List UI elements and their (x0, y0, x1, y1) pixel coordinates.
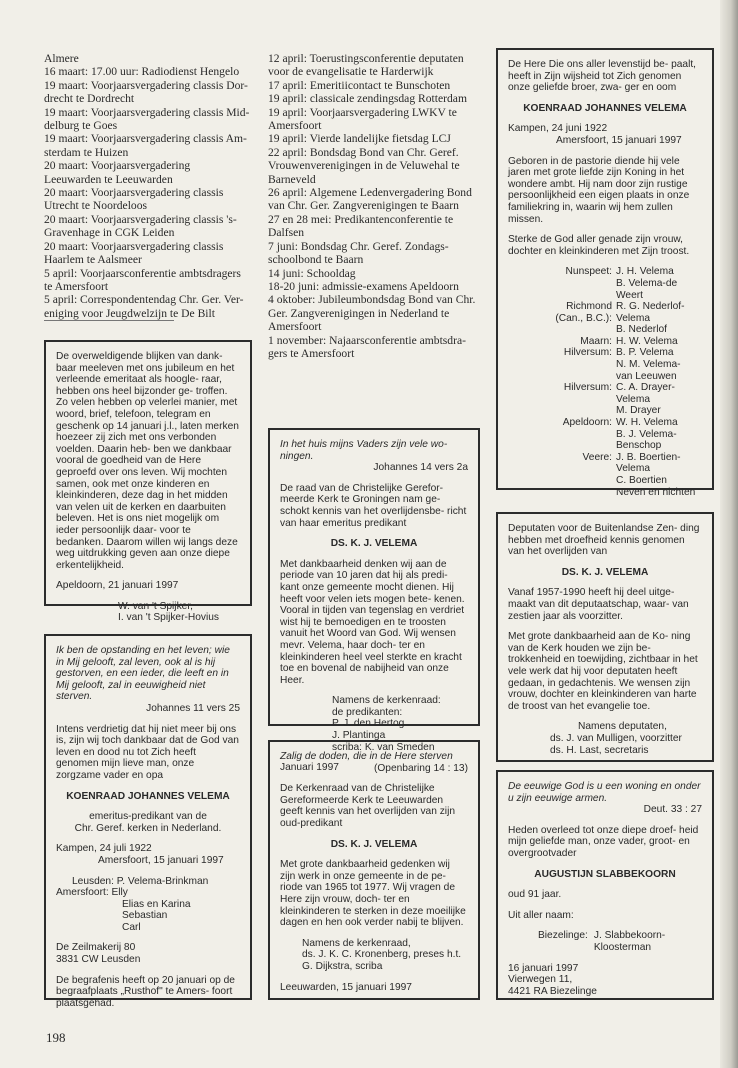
agenda-item: 19 april: classicale zendingsdag Rotterdam (268, 92, 467, 106)
notice-text: De Kerkenraad van de Christelijke Gereformeerde Kerk te Leeuwarden geeft kennis van het overlijden van zijn oud-predikant (280, 783, 455, 829)
agenda-item: 20 maart: Voorjaarsvergadering classis Haarlem te Aalsmeer (44, 239, 224, 267)
agenda-item: 4 oktober: Jubileumbondsdag Bond van Chr. Ger. Zangverenigingen in Nederland te Amersfoort (268, 293, 476, 334)
death-date: Amersfoort, 15 januari 1997 (556, 134, 682, 146)
family-brother-notice (496, 48, 714, 498)
family-names: B. P. Velema N. M. Velema- van Leeuwen (616, 347, 681, 382)
agenda-item: 19 maart: Voorjaarsvergadering classis Mid- delburg te Goes (44, 105, 250, 133)
address: Vierwegen 11, (508, 974, 573, 986)
signature: scriba: K. van Smeden (332, 741, 435, 753)
family-member: Amersfoort: Elly (56, 887, 128, 899)
notice-date: 16 januari 1997 (508, 962, 579, 974)
family-place: Richmond (566, 301, 612, 313)
thanks-notice (44, 340, 252, 624)
signature: W. van 't Spijker, (118, 600, 193, 612)
signature-intro: Uit aller naam: (508, 909, 574, 921)
notice-text: Met grote dankbaarheid aan de Ko- ning van de Kerk houden we zijn be- trokkenheid en toewijding, zichtbaar in het vele werk dat hij voor deputaten heeft gedaan, in gedachtenis. We wensen zijn vrouw, dochter en kleinkinderen van harte de troost van het evangelie toe. (508, 631, 698, 712)
family-member: Carl (122, 921, 141, 933)
family-names: Velema B. Nederlof (616, 312, 667, 336)
notice-date: Januari 1997 (280, 762, 339, 774)
signature: P. J. den Hertog (332, 718, 405, 730)
bible-reference: Johannes 14 vers 2a (373, 462, 468, 474)
family-place: Nunspeet: (565, 266, 612, 278)
agenda-item: 20 maart: Voorjaarsvergadering classis Utrecht te Noordeloos (44, 186, 224, 213)
deceased-name: DS. K. J. VELEMA (330, 538, 418, 550)
agenda-item: 19 april: Voorjaarsvergadering LWKV te Amersfoort (268, 105, 457, 133)
deceased-name: AUGUSTIJN SLABBEKOORN (534, 868, 676, 880)
leeuwarden-church-notice (268, 740, 480, 1000)
family-death-notice (44, 634, 252, 1009)
family-names: W. H. Velema B. J. Velema- Benschop (616, 417, 678, 452)
birth-date: Kampen, 24 juni 1922 (508, 123, 608, 135)
thanks-text: De overweldigende blijken van dank- baar meeleven met ons jubileum en het verleende emeritaat als hoogle- raar, hebben ons heel bijzonder ge- troffen. Zo velen hebben op velerlei manier, met woord, brief, telefoon, telegram en geschenk op 14 januari j.l., laten merken hoezeer zij zich met ons verbonden voelden. Daarin heb- ben we dankbaar vooral de goedheid van de Here geproefd over ons leven. Wij mochten samen, ook met onze kinderen en kleinkinderen, deze dag in het midden van velen uit de kerken en daarbuiten beleven. Het is ons niet mogelijk om ieder persoonlijk daar- voor te bedanken. Daarom willen wij langs deze weg uitdrukking geven aan onze diepe erkentelijkheid. (56, 351, 239, 571)
deceased-role: emeritus-predikant van de (89, 811, 207, 823)
notice-date: Leeuwarden, 15 januari 1997 (280, 981, 412, 993)
agenda-item: 7 juni: Bondsdag Chr. Geref. Zondags- schoolbond te Baarn (268, 239, 449, 267)
family-names: R. G. Nederlof- (616, 301, 685, 313)
deceased-name: DS. K. J. VELEMA (561, 566, 649, 578)
funeral-info: De begrafenis heeft op 20 januari op de begraafplaats „Rusthof" te Amers- foort plaatsgehad. (56, 974, 235, 1009)
agenda-item: 16 maart: 17.00 uur: Radiodienst Hengelo (44, 65, 240, 79)
bible-quote: Zalig de doden, die in de Here sterven (280, 751, 453, 762)
address: De Zeilmakerij 80 (56, 942, 136, 954)
agenda-item: 12 april: Toerustingsconferentie deputaten voor de evangelisatie te Harderwijk (268, 52, 464, 79)
bible-reference: Johannes 11 vers 25 (146, 702, 240, 714)
deceased-role: Chr. Geref. kerken in Nederland. (74, 822, 222, 834)
signature: Namens deputaten, (578, 721, 667, 733)
agenda-item: 14 juni: Schooldag (268, 266, 356, 280)
signature: de predikanten: (332, 706, 403, 718)
agenda-item: Almere (44, 52, 79, 65)
page-number: 198 (46, 1030, 66, 1045)
family-place: Biezelinge: (538, 930, 588, 942)
agenda-item: 20 maart: Voorjaarsvergadering Leeuwarden te Leeuwarden (44, 159, 191, 186)
agenda-left-column (44, 52, 250, 320)
family-place: Maarn: (580, 335, 612, 347)
signature: Namens de kerkenraad: (332, 695, 441, 707)
mission-deputies-notice (496, 512, 714, 762)
agenda-item: 5 april: Correspondentendag Chr. Ger. Ver- eniging voor Jeugdwelzijn te De Bilt (44, 293, 244, 320)
agenda-item: 17 april: Emeritiicontact te Bunschoten (268, 78, 451, 92)
notice-text: Geboren in de pastorie diende hij vele jaren met grote liefde zijn Koning in het wondere ambt. Hij nam door zijn rustige persoonlijkheid een eigen plaats in onze familiekring in, waarin wij hem zullen missen. (508, 155, 690, 225)
notice-text: Vanaf 1957-1990 heeft hij deel uitge- maakt van dit deputaatschap, waar- van zestien jaar als voorzitter. (508, 587, 689, 622)
family-place: Hilversum: (563, 347, 612, 359)
slabbekoorn-death-notice (496, 770, 714, 1000)
deceased-name: KOENRAAD JOHANNES VELEMA (523, 102, 687, 114)
agenda-item: 5 april: Voorjaarsconferentie ambtsdragers te Amersfoort (44, 266, 241, 293)
family-member: Sebastian (122, 910, 168, 922)
agenda-item: 22 april: Bondsdag Bond van Chr. Geref. Vrouwenverenigingen in de Veluwehal te Barneveld (268, 145, 460, 186)
notice-text: Met dankbaarheid denken wij aan de periode van 10 jaren dat hij als predi- kant onze gemeente mocht dienen. Hij heeft voor velen iets mogen bete- kenen. Vooral in tijden van tegenslag en verdriet wist hij te bemoedigen en te troosten vanuit het Woord van God. Wij wensen mevr. Velema, haar doch- ter en kleinkinderen heel veel sterkte en kracht toe en bovenal de nabijheid van onze Heer. (280, 558, 465, 686)
family-names: C. A. Drayer- Velema M. Drayer (616, 382, 675, 417)
death-date: Amersfoort, 15 januari 1997 (98, 854, 224, 866)
place-date: Apeldoorn, 21 januari 1997 (56, 580, 179, 592)
address: 3831 CW Leusden (56, 954, 141, 966)
family-names: J. Slabbekoorn- Kloosterman (593, 930, 666, 953)
column-divider (44, 320, 174, 321)
signature: G. Dijkstra, scriba (302, 960, 383, 972)
notice-text: Intens verdrietig dat hij niet meer bij ons is, zijn wij toch dankbaar dat de God van leven en dood nu tot Zich heeft genomen mijn lieve man, onze zorgzame vader en opa (56, 723, 239, 781)
deceased-name: DS. K. J. VELEMA (330, 838, 418, 850)
notice-text: De Here Die ons aller levenstijd be- paalt, heeft in Zijn wijsheid tot Zich genomen onze geliefde broer, zwa- ger en oom (508, 59, 696, 94)
agenda-item: 19 april: Vierde landelijke fietsdag LCJ (268, 132, 451, 146)
address: 4421 RA Biezelinge (508, 985, 597, 997)
family-names: H. W. Velema (616, 335, 678, 347)
notice-text: Heden overleed tot onze diepe droef- heid mijn geliefde man, onze vader, groot- en overgrootvader (508, 824, 699, 859)
family-names: J. B. Boertien- Velema C. Boertien Neven en nichten (616, 451, 696, 498)
signature: I. van 't Spijker-Hovius (118, 612, 220, 624)
signature: J. Plantinga (332, 730, 386, 742)
agenda-item: 27 en 28 mei: Predikantenconferentie te Dalfsen (268, 212, 454, 240)
bible-quote: De eeuwige God is u een woning en onder u zijn eeuwige armen. (508, 781, 701, 804)
signature: ds. H. Last, secretaris (550, 744, 649, 756)
bible-quote: Ik ben de opstanding en het leven; wie in Mij gelooft, zal leven, ook al is hij gestorven, en een ieder, die leeft en in Mij gelooft, zal in eeuwigheid niet sterven. (56, 645, 230, 703)
notice-text: Sterke de God aller genade zijn vrouw, dochter en kleinkinderen met Zijn troost. (508, 234, 690, 257)
notice-text: Deputaten voor de Buitenlandse Zen- ding hebben met droefheid kennis genomen van het overlijden van (508, 523, 700, 558)
page-edge-shadow (720, 0, 738, 1068)
family-list (508, 930, 665, 953)
agenda-middle-column (268, 52, 480, 360)
family-member: Elias en Karina (122, 898, 191, 910)
notice-text: De raad van de Christelijke Gerefor- meerde Kerk te Groningen nam ge- schokt kennis van het overlijdensbe- richt van haar emeritus predikant (280, 482, 467, 529)
signature: Namens de kerkenraad, (302, 937, 411, 949)
agenda-item: 20 maart: Voorjaarsvergadering classis 's- Gravenhage in CGK Leiden (44, 212, 237, 240)
birth-date: Kampen, 24 juli 1922 (56, 843, 152, 855)
deceased-age: oud 91 jaar. (508, 889, 562, 901)
family-place: (Can., B.C.): (555, 312, 612, 324)
signature: ds. J. K. C. Kronenberg, preses h.t. (302, 949, 462, 961)
agenda-item: 18-20 juni: admissie-examens Apeldoorn (268, 279, 459, 293)
family-place: Apeldoorn: (562, 417, 612, 429)
bible-quote: In het huis mijns Vaders zijn vele wo- ningen. (280, 439, 448, 462)
bible-reference: Deut. 33 : 27 (643, 804, 702, 816)
agenda-item: 26 april: Algemene Ledenvergadering Bond van Chr. Ger. Zangverenigingen te Baarn (268, 186, 472, 213)
notice-text: Met grote dankbaarheid gedenken wij zijn werk in onze gemeente in de pe- riode van 1965 tot 1977. Wij vragen de Here zijn vrouw, doch- ter en kleinkinderen te sterken in deze moeilijke dagen en hen ook verder nabij te blijven. (280, 859, 466, 929)
deceased-name: KOENRAAD JOHANNES VELEMA (66, 790, 230, 802)
signature: ds. J. van Mulligen, voorzitter (550, 732, 682, 744)
family-names: J. H. Velema B. Velema-de Weert (616, 266, 678, 301)
bible-reference: (Openbaring 14 : 13) (373, 762, 468, 774)
agenda-item: 19 maart: Voorjaarsvergadering classis Am- sterdam te Huizen (44, 132, 247, 159)
family-list (508, 266, 702, 498)
family-place: Hilversum: (563, 382, 612, 394)
family-place: Veere: (582, 451, 612, 463)
agenda-item: 1 november: Najaarsconferentie ambtsdra- gers te Amersfoort (268, 333, 466, 360)
family-member: Leusden: P. Velema-Brinkman (72, 875, 209, 887)
agenda-item: 19 maart: Voorjaarsvergadering classis Dor- drecht te Dordrecht (44, 78, 248, 106)
